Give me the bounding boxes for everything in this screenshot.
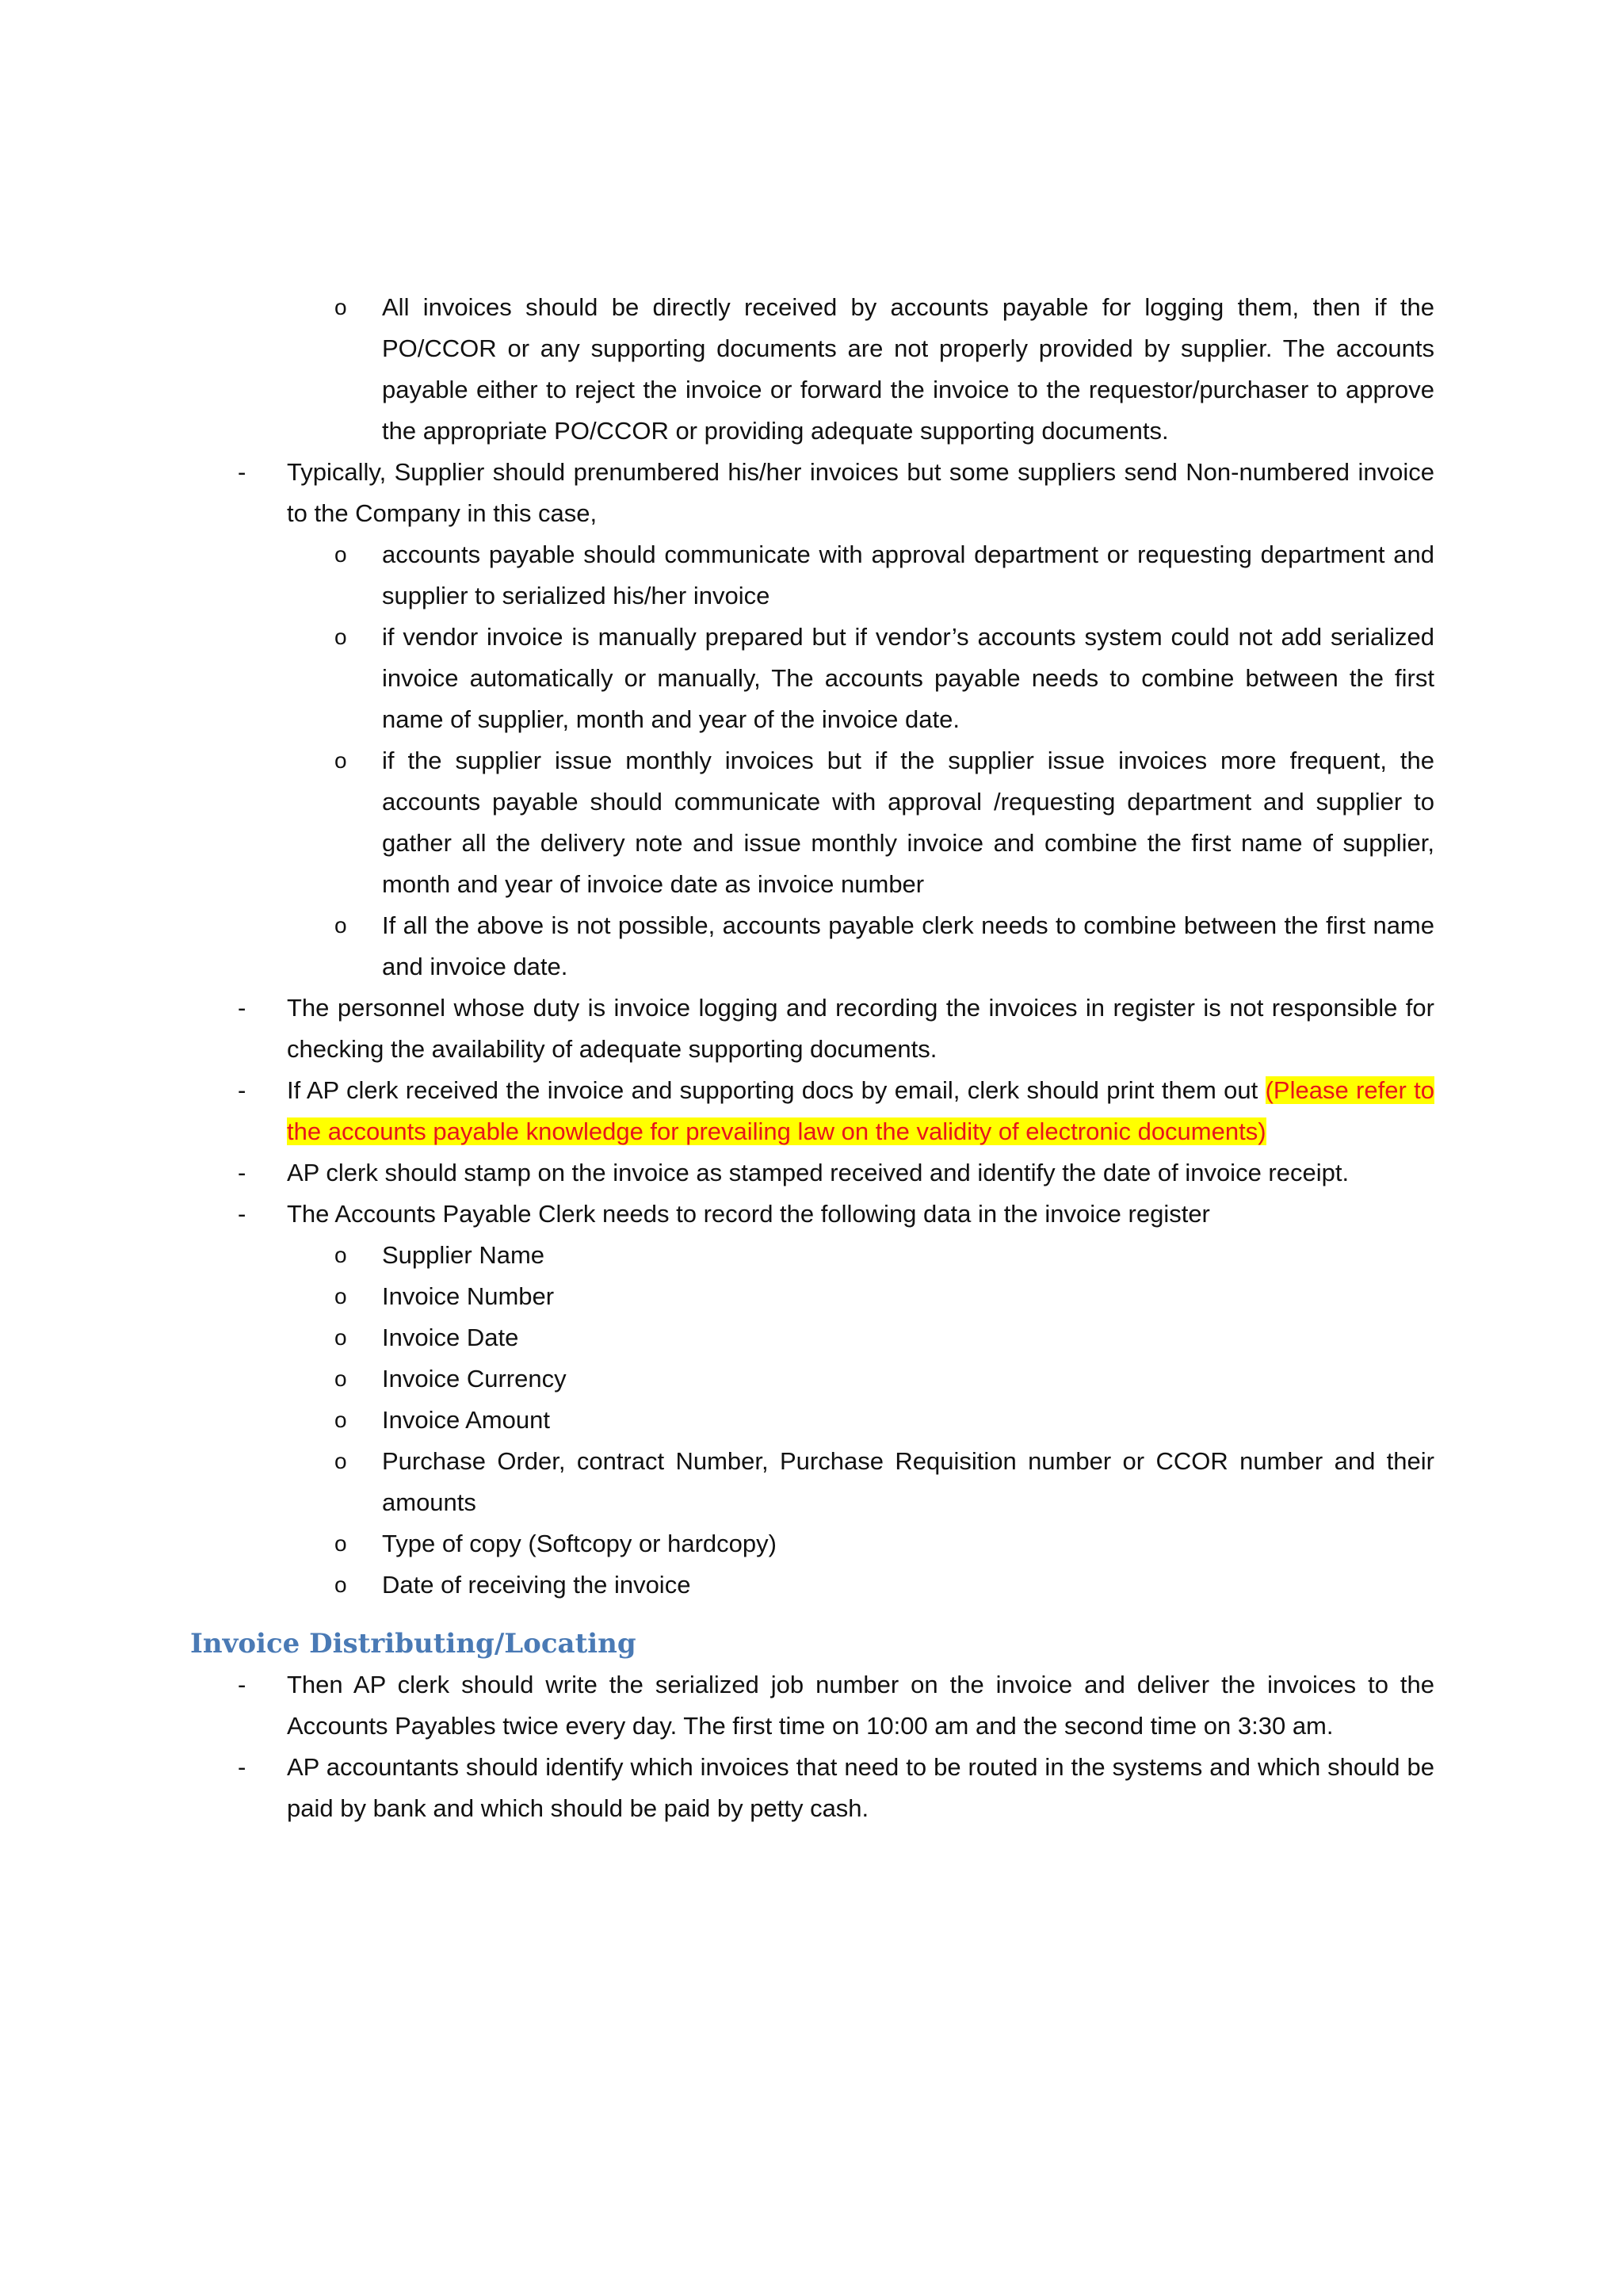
- circle-bullet-icon: o: [334, 542, 347, 567]
- sub-list-item: [334, 1523, 1434, 1564]
- list-item: [238, 1152, 1434, 1194]
- list-item-text: if the supplier issue monthly invoices but if the supplier issue invoices more frequent, the accounts payable should communicate with approval /requesting department and supplier to gather all the delivery note and issue monthly invoice and combine the first name of supplier, month and year of invoice date as invoice number: [382, 747, 1434, 898]
- sub-list-item: [334, 1564, 1434, 1606]
- dash-bullet-icon: -: [238, 1200, 246, 1228]
- list-item-text: Invoice Currency: [382, 1365, 567, 1392]
- page-content: [190, 287, 1434, 1829]
- section-heading: Invoice Distributing/Locating: [190, 1628, 636, 1660]
- list-item-text: Date of receiving the invoice: [382, 1571, 691, 1599]
- sub-list-item: [334, 740, 1434, 905]
- circle-bullet-icon: o: [334, 625, 347, 649]
- dash-bullet-icon: -: [238, 1076, 246, 1104]
- sub-list-item: [334, 534, 1434, 617]
- circle-bullet-icon: o: [334, 913, 347, 938]
- list-item-text: If all the above is not possible, accounts payable clerk needs to combine between the first name and invoice date.: [382, 911, 1434, 980]
- invoice-logging-list: [190, 287, 1434, 1606]
- list-item-text: AP accountants should identify which invoices that need to be routed in the systems and which should be paid by bank and which should be paid by petty cash.: [287, 1753, 1434, 1822]
- list-item: [238, 452, 1434, 534]
- list-item-text: Typically, Supplier should prenumbered his/her invoices but some suppliers send Non-numbered invoice to the Company in this case,: [287, 458, 1434, 527]
- list-item-text: Invoice Number: [382, 1282, 555, 1310]
- circle-bullet-icon: o: [334, 1243, 347, 1267]
- list-item-text: Invoice Date: [382, 1324, 519, 1351]
- dash-bullet-icon: -: [238, 994, 246, 1022]
- list-item-text: Invoice Amount: [382, 1406, 550, 1434]
- sub-list-item: [334, 1358, 1434, 1400]
- circle-bullet-icon: o: [334, 295, 347, 319]
- list-item: [238, 1664, 1434, 1747]
- list-item-text: The Accounts Payable Clerk needs to record the following data in the invoice register: [287, 1200, 1210, 1228]
- list-item-text: Type of copy (Softcopy or hardcopy): [382, 1530, 777, 1557]
- list-item: [238, 1194, 1434, 1235]
- sub-list-item: [334, 1276, 1434, 1317]
- list-item-text: If AP clerk received the invoice and supporting docs by email, clerk should print them out: [287, 1076, 1258, 1104]
- circle-bullet-icon: o: [334, 1531, 347, 1556]
- list-item-text: The personnel whose duty is invoice logging and recording the invoices in register is not responsible for checking the availability of adequate supporting documents.: [287, 994, 1434, 1063]
- sub-list-item: [334, 1400, 1434, 1441]
- highlighted-note: (Please refer to the accounts payable knowledge for prevailing law on the validity of electronic documents): [287, 1076, 1434, 1145]
- sub-list-item: [334, 1235, 1434, 1276]
- sub-list-item: [334, 1441, 1434, 1523]
- dash-bullet-icon: -: [238, 1753, 246, 1781]
- sub-list-item: [334, 287, 1434, 452]
- invoice-distributing-list: [190, 1664, 1434, 1829]
- list-item-text: if vendor invoice is manually prepared but if vendor’s accounts system could not add serialized invoice automatically or manually, The accounts payable needs to combine between the first name of supplier, month and year of the invoice date.: [382, 623, 1434, 733]
- circle-bullet-icon: o: [334, 1284, 347, 1308]
- circle-bullet-icon: o: [334, 1366, 347, 1391]
- sub-list-item: [334, 1317, 1434, 1358]
- dash-bullet-icon: -: [238, 458, 246, 486]
- list-item: [238, 1747, 1434, 1829]
- list-item: [238, 988, 1434, 1070]
- list-item-text: AP clerk should stamp on the invoice as stamped received and identify the date of invoice receipt.: [287, 1159, 1350, 1186]
- sub-list-item: [334, 617, 1434, 740]
- list-item: [238, 1070, 1434, 1152]
- list-item-text: Purchase Order, contract Number, Purchase Requisition number or CCOR number and their amounts: [382, 1447, 1434, 1516]
- circle-bullet-icon: o: [334, 1408, 347, 1432]
- circle-bullet-icon: o: [334, 1449, 347, 1473]
- circle-bullet-icon: o: [334, 748, 347, 773]
- dash-bullet-icon: -: [238, 1671, 246, 1698]
- list-item-text: accounts payable should communicate with approval department or requesting department and supplier to serialized his/her invoice: [382, 541, 1434, 609]
- circle-bullet-icon: o: [334, 1572, 347, 1597]
- list-item-text: All invoices should be directly received by accounts payable for logging them, then if the PO/CCOR or any supporting documents are not properly provided by supplier. The accounts payable either to reject the invoice or forward the invoice to the requestor/purchaser to approve the appropriate PO/CCOR or providing adequate supporting documents.: [382, 293, 1434, 445]
- list-item-text: Then AP clerk should write the serialized job number on the invoice and deliver the invoices to the Accounts Payables twice every day. The first time on 10:00 am and the second time on 3:30 am.: [287, 1671, 1434, 1740]
- sub-list-item: [334, 905, 1434, 988]
- list-item-text: Supplier Name: [382, 1241, 545, 1269]
- dash-bullet-icon: -: [238, 1159, 246, 1186]
- circle-bullet-icon: o: [334, 1325, 347, 1350]
